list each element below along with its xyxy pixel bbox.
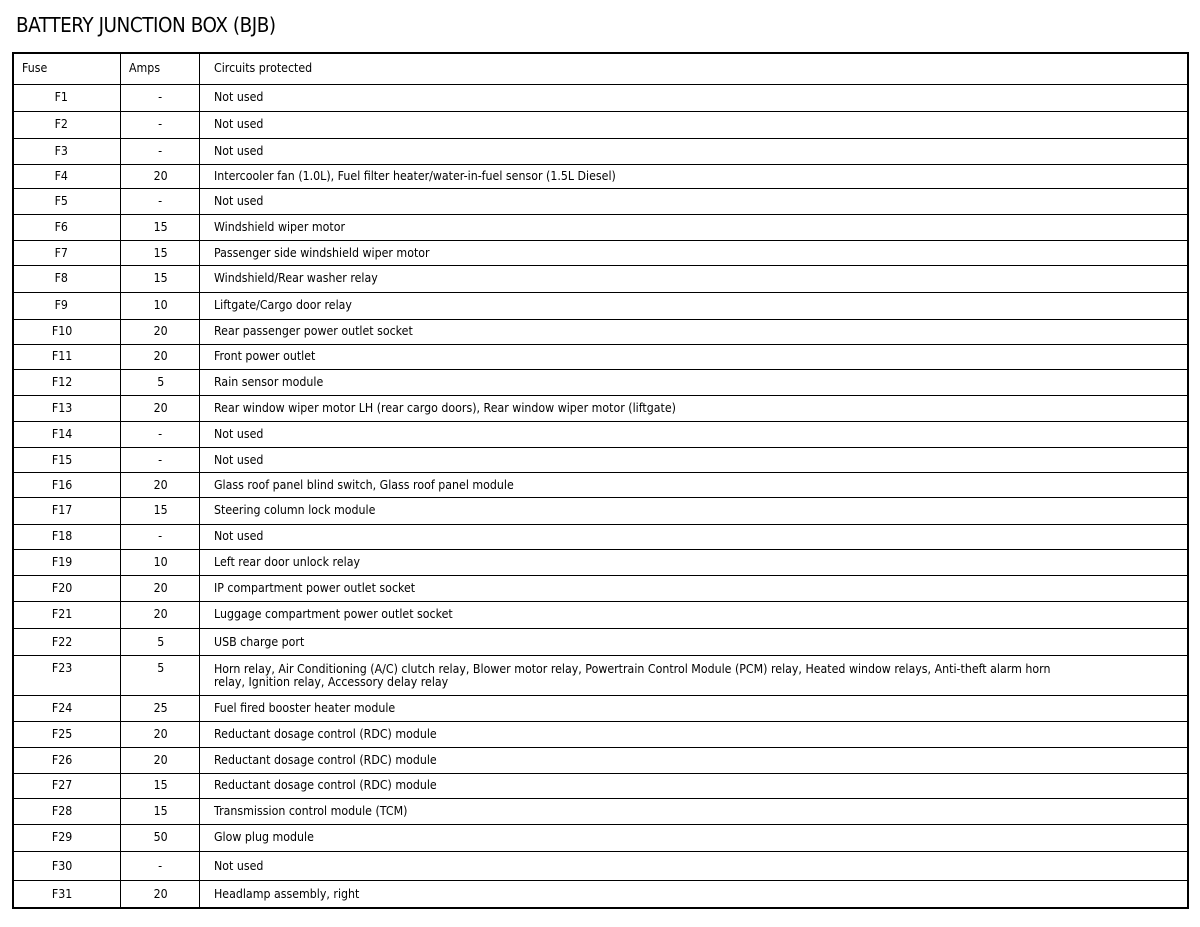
fuse-cell-text: F20 <box>51 580 72 595</box>
circuits-cell <box>199 696 1188 722</box>
table-row <box>13 722 1188 747</box>
header-fuse <box>13 53 120 84</box>
circuits-cell-text: Steering column lock module <box>213 503 375 518</box>
circuits-cell-text: Reductant dosage control (RDC) module <box>213 752 437 767</box>
fuse-cell <box>13 524 120 549</box>
fuse-cell <box>13 319 120 344</box>
amps-cell <box>120 138 199 164</box>
fuse-cell <box>13 369 120 395</box>
circuits-cell-text: Fuel fired booster heater module <box>213 701 395 716</box>
amps-cell-text: 20 <box>153 580 168 595</box>
table-row <box>13 851 1188 880</box>
amps-cell <box>120 473 199 498</box>
table-row <box>13 656 1188 696</box>
fuse-cell <box>13 881 120 908</box>
circuits-cell-text: Rear passenger power outlet socket <box>213 324 413 339</box>
amps-cell-text: 15 <box>153 778 168 793</box>
circuits-cell <box>199 629 1188 656</box>
circuits-cell <box>199 601 1188 628</box>
fuse-cell-text: F23 <box>51 661 72 676</box>
table-row <box>13 189 1188 215</box>
table-row <box>13 824 1188 851</box>
circuits-cell <box>199 824 1188 851</box>
circuits-cell <box>199 656 1188 696</box>
amps-cell-text: - <box>158 529 163 544</box>
amps-cell <box>120 241 199 266</box>
table-row <box>13 422 1188 448</box>
table-row <box>13 524 1188 549</box>
fuse-cell-text: F14 <box>51 427 72 442</box>
amps-cell-text: 20 <box>153 324 168 339</box>
amps-cell <box>120 851 199 880</box>
circuits-cell-text: Reductant dosage control (RDC) module <box>213 726 437 741</box>
fuse-cell-text: F4 <box>55 169 69 184</box>
amps-cell-text: 20 <box>153 169 168 184</box>
fuse-cell-text: F1 <box>55 90 69 105</box>
amps-cell <box>120 575 199 601</box>
circuits-cell <box>199 241 1188 266</box>
circuits-cell-text: Glow plug module <box>213 830 314 845</box>
header-amps-label: Amps <box>128 61 160 76</box>
amps-cell <box>120 396 199 422</box>
amps-cell <box>120 448 199 473</box>
table-row <box>13 629 1188 656</box>
table-row <box>13 319 1188 344</box>
fuse-cell-text: F5 <box>55 194 69 209</box>
amps-cell <box>120 601 199 628</box>
table-row <box>13 473 1188 498</box>
circuits-cell <box>199 84 1188 111</box>
amps-cell-text: - <box>158 427 163 442</box>
amps-cell-text: 20 <box>153 726 168 741</box>
header-amps <box>120 53 199 84</box>
amps-cell-text: 5 <box>156 634 165 649</box>
fuse-cell-text: F10 <box>51 324 72 339</box>
fuse-cell-text: F13 <box>51 401 72 416</box>
amps-cell-text: - <box>158 194 163 209</box>
circuits-cell-text: Intercooler fan (1.0L), Fuel filter heater/water-in-fuel sensor (1.5L Diesel) <box>213 169 616 184</box>
fuse-cell <box>13 189 120 215</box>
table-row <box>13 165 1188 189</box>
fuse-cell <box>13 84 120 111</box>
table-row <box>13 696 1188 722</box>
amps-cell-text: - <box>158 143 163 158</box>
fuse-cell-text: F15 <box>51 452 72 467</box>
circuits-cell-text: Left rear door unlock relay <box>213 554 360 569</box>
fuse-cell <box>13 215 120 241</box>
circuits-cell <box>199 448 1188 473</box>
amps-cell <box>120 656 199 696</box>
fuse-cell <box>13 138 120 164</box>
circuits-cell-text: Headlamp assembly, right <box>213 886 359 901</box>
fuse-cell-text: F18 <box>51 529 72 544</box>
fuse-cell-text: F3 <box>55 143 69 158</box>
circuits-cell <box>199 189 1188 215</box>
amps-cell <box>120 369 199 395</box>
amps-cell <box>120 84 199 111</box>
circuits-cell <box>199 747 1188 773</box>
circuits-cell <box>199 165 1188 189</box>
circuits-cell-text: Reductant dosage control (RDC) module <box>213 778 437 793</box>
table-row <box>13 575 1188 601</box>
table-row <box>13 396 1188 422</box>
circuits-cell-text: Not used <box>213 90 263 105</box>
fuse-cell-text: F26 <box>51 752 72 767</box>
page-title: BATTERY JUNCTION BOX (BJB) <box>16 13 276 37</box>
fuse-cell <box>13 549 120 575</box>
amps-cell-text: 15 <box>153 503 168 518</box>
amps-cell-text: 20 <box>153 401 168 416</box>
amps-cell <box>120 549 199 575</box>
table-row <box>13 241 1188 266</box>
fuse-cell <box>13 747 120 773</box>
amps-cell <box>120 215 199 241</box>
circuits-cell <box>199 575 1188 601</box>
fuse-cell <box>13 696 120 722</box>
table-row <box>13 773 1188 798</box>
amps-cell-text: 25 <box>153 701 168 716</box>
amps-cell-text: 20 <box>153 477 168 492</box>
fuse-cell <box>13 601 120 628</box>
fuse-cell-text: F22 <box>51 634 72 649</box>
amps-cell-text: 15 <box>153 220 168 235</box>
circuits-cell <box>199 881 1188 908</box>
fuse-cell <box>13 422 120 448</box>
amps-cell <box>120 292 199 319</box>
amps-cell-text: 15 <box>153 803 168 818</box>
fuse-cell <box>13 798 120 824</box>
circuits-cell-text: Rear window wiper motor LH (rear cargo doors), Rear window wiper motor (liftgate) <box>213 401 676 416</box>
fuse-cell-text: F30 <box>51 858 72 873</box>
circuits-cell-text: Windshield/Rear washer relay <box>213 271 378 286</box>
circuits-cell-text: Rain sensor module <box>213 374 323 389</box>
amps-cell-text: 5 <box>156 661 165 676</box>
fuse-cell-text: F28 <box>51 803 72 818</box>
fuse-cell <box>13 396 120 422</box>
amps-cell <box>120 747 199 773</box>
amps-cell <box>120 881 199 908</box>
fuse-cell <box>13 165 120 189</box>
table-row <box>13 549 1188 575</box>
fuse-cell <box>13 266 120 292</box>
fuse-cell-text: F6 <box>55 220 69 235</box>
circuits-cell <box>199 549 1188 575</box>
fuse-cell-text: F2 <box>55 117 69 132</box>
fuse-cell-text: F9 <box>55 298 69 313</box>
circuits-cell <box>199 524 1188 549</box>
circuits-cell-text: Not used <box>213 117 263 132</box>
fuse-cell <box>13 722 120 747</box>
fuse-cell <box>13 824 120 851</box>
fuse-cell-text: F25 <box>51 726 72 741</box>
amps-cell <box>120 344 199 369</box>
amps-cell <box>120 111 199 138</box>
fuse-cell <box>13 241 120 266</box>
fuse-cell-text: F17 <box>51 503 72 518</box>
circuits-cell-text: Not used <box>213 427 263 442</box>
table-row <box>13 215 1188 241</box>
table-row <box>13 881 1188 908</box>
amps-cell <box>120 189 199 215</box>
amps-cell-text: 20 <box>153 886 168 901</box>
fuse-cell-text: F16 <box>51 477 72 492</box>
header-fuse-label: Fuse <box>22 61 48 76</box>
amps-cell-text: - <box>158 90 163 105</box>
circuits-cell-text: Liftgate/Cargo door relay <box>213 298 352 313</box>
fuse-cell-text: F21 <box>51 607 72 622</box>
amps-cell-text: 50 <box>153 830 168 845</box>
fuse-cell-text: F8 <box>55 271 69 286</box>
circuits-cell-text: Luggage compartment power outlet socket <box>213 607 453 622</box>
fuse-cell <box>13 111 120 138</box>
circuits-cell <box>199 215 1188 241</box>
fuse-cell <box>13 473 120 498</box>
fuse-cell-text: F29 <box>51 830 72 845</box>
fuse-cell <box>13 575 120 601</box>
amps-cell <box>120 696 199 722</box>
table-row <box>13 747 1188 773</box>
circuits-cell-text: Passenger side windshield wiper motor <box>213 245 430 260</box>
table-row <box>13 84 1188 111</box>
circuits-cell <box>199 344 1188 369</box>
fuse-cell-text: F19 <box>51 554 72 569</box>
amps-cell <box>120 524 199 549</box>
circuits-cell-text: Not used <box>213 452 263 467</box>
circuits-cell-text: USB charge port <box>213 634 304 649</box>
fuse-cell-text: F7 <box>55 245 69 260</box>
table-row <box>13 292 1188 319</box>
fuse-cell <box>13 344 120 369</box>
fuse-cell-text: F24 <box>51 701 72 716</box>
circuits-cell <box>199 369 1188 395</box>
circuits-cell-text: Not used <box>213 858 263 873</box>
table-row <box>13 601 1188 628</box>
table-row <box>13 138 1188 164</box>
circuits-cell-text: Not used <box>213 143 263 158</box>
fuse-cell-text: F31 <box>51 886 72 901</box>
amps-cell <box>120 319 199 344</box>
circuits-cell <box>199 798 1188 824</box>
circuits-cell-text: Not used <box>213 529 263 544</box>
fuse-cell-text: F11 <box>51 349 72 364</box>
table-row <box>13 798 1188 824</box>
table-row <box>13 448 1188 473</box>
circuits-cell-text: Windshield wiper motor <box>213 220 345 235</box>
circuits-cell <box>199 473 1188 498</box>
amps-cell-text: - <box>158 117 163 132</box>
header-circuits <box>199 53 1188 84</box>
fuse-cell-text: F12 <box>51 374 72 389</box>
fuse-cell <box>13 498 120 524</box>
header-row <box>13 53 1188 84</box>
table-row <box>13 266 1188 292</box>
amps-cell <box>120 165 199 189</box>
circuits-cell-text: Front power outlet <box>213 349 315 364</box>
amps-cell-text: 10 <box>153 298 168 313</box>
fuse-table <box>12 52 1189 909</box>
amps-cell <box>120 773 199 798</box>
fuse-cell-text: F27 <box>51 778 72 793</box>
circuits-cell-text: Transmission control module (TCM) <box>213 803 407 818</box>
amps-cell-text: - <box>158 858 163 873</box>
amps-cell <box>120 422 199 448</box>
table-row <box>13 498 1188 524</box>
amps-cell <box>120 824 199 851</box>
amps-cell-text: 20 <box>153 349 168 364</box>
circuits-cell <box>199 396 1188 422</box>
amps-cell <box>120 798 199 824</box>
fuse-cell <box>13 448 120 473</box>
circuits-cell <box>199 111 1188 138</box>
amps-cell-text: 10 <box>153 554 168 569</box>
fuse-cell <box>13 292 120 319</box>
fuse-cell <box>13 851 120 880</box>
circuits-cell-text: Glass roof panel blind switch, Glass roof panel module <box>213 477 514 492</box>
amps-cell-text: 20 <box>153 752 168 767</box>
circuits-cell-text: Horn relay, Air Conditioning (A/C) clutch relay, Blower motor relay, Powertrain Control Module (PCM) relay, Heated window relays, Anti-theft alarm horn relay, Ignition relay, Accessory delay relay <box>213 661 1050 689</box>
circuits-cell <box>199 422 1188 448</box>
circuits-cell <box>199 773 1188 798</box>
fuse-cell <box>13 629 120 656</box>
fuse-cell <box>13 773 120 798</box>
circuits-cell <box>199 292 1188 319</box>
circuits-cell <box>199 498 1188 524</box>
table-row <box>13 111 1188 138</box>
amps-cell <box>120 266 199 292</box>
circuits-cell-text: IP compartment power outlet socket <box>213 580 415 595</box>
circuits-cell <box>199 138 1188 164</box>
table-row <box>13 344 1188 369</box>
circuits-cell <box>199 319 1188 344</box>
amps-cell <box>120 722 199 747</box>
circuits-cell-text: Not used <box>213 194 263 209</box>
amps-cell-text: 15 <box>153 245 168 260</box>
amps-cell-text: 15 <box>153 271 168 286</box>
fuse-cell <box>13 656 120 696</box>
amps-cell-text: - <box>158 452 163 467</box>
table-row <box>13 369 1188 395</box>
circuits-cell <box>199 851 1188 880</box>
amps-cell-text: 20 <box>153 607 168 622</box>
fuse-table-body <box>13 53 1188 908</box>
header-circuits-label: Circuits protected <box>213 61 312 76</box>
amps-cell <box>120 498 199 524</box>
circuits-cell <box>199 266 1188 292</box>
amps-cell-text: 5 <box>156 374 165 389</box>
amps-cell <box>120 629 199 656</box>
circuits-cell <box>199 722 1188 747</box>
